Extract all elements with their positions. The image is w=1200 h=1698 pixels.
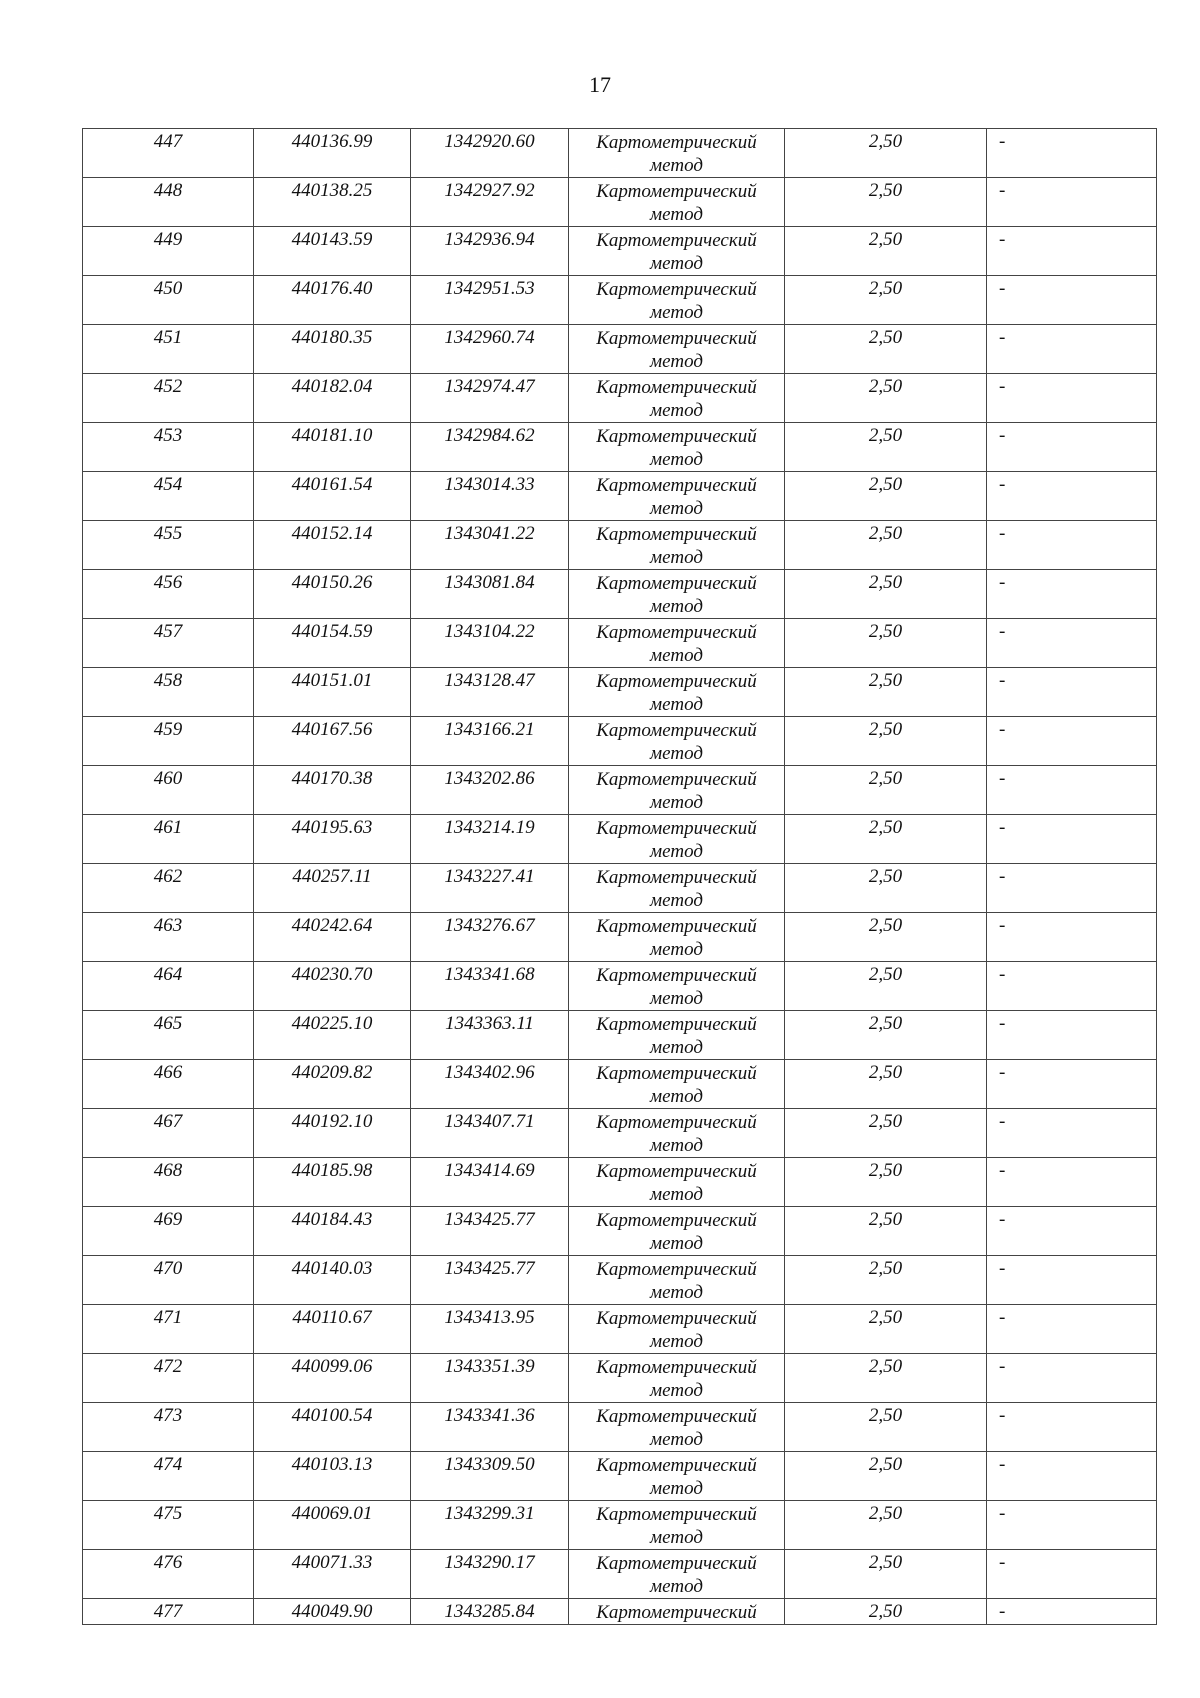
y-coordinate-cell: 1343414.69 xyxy=(411,1158,569,1207)
y-coordinate-cell: 1343309.50 xyxy=(411,1452,569,1501)
table-row xyxy=(83,374,1157,423)
table-row xyxy=(83,962,1157,1011)
x-coordinate-cell: 440257.11 xyxy=(254,864,411,913)
method-line-1: Картометрический xyxy=(596,1308,757,1329)
point-number-cell: 461 xyxy=(83,815,254,864)
accuracy-cell: 2,50 xyxy=(785,472,987,521)
note-cell: - xyxy=(987,1207,1157,1256)
table-row xyxy=(83,815,1157,864)
x-coordinate-cell: 440071.33 xyxy=(254,1550,411,1599)
method-line-1: Картометрический xyxy=(596,279,757,300)
x-coordinate-cell: 440110.67 xyxy=(254,1305,411,1354)
note-cell: - xyxy=(987,325,1157,374)
point-number-cell: 453 xyxy=(83,423,254,472)
method-line-1: Картометрический xyxy=(596,426,757,447)
point-number-cell: 468 xyxy=(83,1158,254,1207)
note-cell: - xyxy=(987,1599,1157,1625)
method-line-1: Картометрический xyxy=(596,1553,757,1574)
y-coordinate-cell: 1343227.41 xyxy=(411,864,569,913)
x-coordinate-cell: 440140.03 xyxy=(254,1256,411,1305)
table-row xyxy=(83,668,1157,717)
method-line-2: метод xyxy=(650,890,703,911)
point-number-cell: 459 xyxy=(83,717,254,766)
point-number-cell: 452 xyxy=(83,374,254,423)
x-coordinate-cell: 440225.10 xyxy=(254,1011,411,1060)
method-line-2: метод xyxy=(650,1576,703,1597)
method-cell xyxy=(569,1403,785,1452)
method-line-1: Картометрический xyxy=(596,1504,757,1525)
method-line-1: Картометрический xyxy=(596,181,757,202)
table-row xyxy=(83,325,1157,374)
accuracy-cell: 2,50 xyxy=(785,619,987,668)
method-line-2: метод xyxy=(650,743,703,764)
y-coordinate-cell: 1343413.95 xyxy=(411,1305,569,1354)
method-cell xyxy=(569,178,785,227)
point-number-cell: 470 xyxy=(83,1256,254,1305)
method-line-2: метод xyxy=(650,1233,703,1254)
table-row xyxy=(83,1403,1157,1452)
y-coordinate-cell: 1342951.53 xyxy=(411,276,569,325)
accuracy-cell: 2,50 xyxy=(785,1550,987,1599)
method-line-1: Картометрический xyxy=(596,230,757,251)
point-number-cell: 447 xyxy=(83,129,254,178)
method-line-1: Картометрический xyxy=(596,1063,757,1084)
method-line-2: метод xyxy=(650,1380,703,1401)
point-number-cell: 463 xyxy=(83,913,254,962)
accuracy-cell: 2,50 xyxy=(785,178,987,227)
coordinates-table-body xyxy=(83,129,1157,1625)
table-row xyxy=(83,276,1157,325)
table-row xyxy=(83,766,1157,815)
method-line-1: Картометрический xyxy=(596,1014,757,1035)
method-cell xyxy=(569,227,785,276)
method-line-1: Картометрический xyxy=(596,328,757,349)
y-coordinate-cell: 1342960.74 xyxy=(411,325,569,374)
point-number-cell: 454 xyxy=(83,472,254,521)
y-coordinate-cell: 1343425.77 xyxy=(411,1256,569,1305)
x-coordinate-cell: 440230.70 xyxy=(254,962,411,1011)
method-line-2: метод xyxy=(650,1527,703,1548)
y-coordinate-cell: 1342984.62 xyxy=(411,423,569,472)
note-cell: - xyxy=(987,1109,1157,1158)
method-cell xyxy=(569,1011,785,1060)
point-number-cell: 455 xyxy=(83,521,254,570)
y-coordinate-cell: 1342974.47 xyxy=(411,374,569,423)
note-cell: - xyxy=(987,129,1157,178)
method-line-2: метод xyxy=(650,1478,703,1499)
method-line-2: метод xyxy=(650,1184,703,1205)
table-row xyxy=(83,472,1157,521)
method-line-1: Картометрический xyxy=(596,377,757,398)
method-cell xyxy=(569,1501,785,1550)
accuracy-cell: 2,50 xyxy=(785,717,987,766)
note-cell: - xyxy=(987,423,1157,472)
x-coordinate-cell: 440138.25 xyxy=(254,178,411,227)
method-cell xyxy=(569,717,785,766)
table-row xyxy=(83,521,1157,570)
method-line-2: метод xyxy=(650,645,703,666)
accuracy-cell: 2,50 xyxy=(785,815,987,864)
point-number-cell: 450 xyxy=(83,276,254,325)
y-coordinate-cell: 1343363.11 xyxy=(411,1011,569,1060)
method-line-2: метод xyxy=(650,1086,703,1107)
note-cell: - xyxy=(987,668,1157,717)
table-row xyxy=(83,913,1157,962)
note-cell: - xyxy=(987,1354,1157,1403)
table-row xyxy=(83,227,1157,276)
x-coordinate-cell: 440167.56 xyxy=(254,717,411,766)
x-coordinate-cell: 440152.14 xyxy=(254,521,411,570)
y-coordinate-cell: 1343299.31 xyxy=(411,1501,569,1550)
accuracy-cell: 2,50 xyxy=(785,521,987,570)
point-number-cell: 477 xyxy=(83,1599,254,1625)
note-cell: - xyxy=(987,1256,1157,1305)
point-number-cell: 458 xyxy=(83,668,254,717)
method-cell xyxy=(569,1305,785,1354)
accuracy-cell: 2,50 xyxy=(785,962,987,1011)
table-row xyxy=(83,570,1157,619)
table-row xyxy=(83,1158,1157,1207)
note-cell: - xyxy=(987,472,1157,521)
x-coordinate-cell: 440181.10 xyxy=(254,423,411,472)
note-cell: - xyxy=(987,227,1157,276)
method-line-2: метод xyxy=(650,1037,703,1058)
table-row xyxy=(83,423,1157,472)
note-cell: - xyxy=(987,1452,1157,1501)
accuracy-cell: 2,50 xyxy=(785,276,987,325)
method-cell xyxy=(569,1060,785,1109)
note-cell: - xyxy=(987,619,1157,668)
accuracy-cell: 2,50 xyxy=(785,668,987,717)
point-number-cell: 475 xyxy=(83,1501,254,1550)
method-line-2: метод xyxy=(650,498,703,519)
method-line-2: метод xyxy=(650,841,703,862)
accuracy-cell: 2,50 xyxy=(785,1207,987,1256)
note-cell: - xyxy=(987,374,1157,423)
accuracy-cell: 2,50 xyxy=(785,1403,987,1452)
note-cell: - xyxy=(987,570,1157,619)
y-coordinate-cell: 1343425.77 xyxy=(411,1207,569,1256)
method-line-1: Картометрический xyxy=(596,524,757,545)
table-row xyxy=(83,1452,1157,1501)
method-line-2: метод xyxy=(650,204,703,225)
accuracy-cell: 2,50 xyxy=(785,1256,987,1305)
method-line-2: метод xyxy=(650,939,703,960)
method-cell xyxy=(569,276,785,325)
y-coordinate-cell: 1343341.36 xyxy=(411,1403,569,1452)
method-line-2: метод xyxy=(650,547,703,568)
method-cell xyxy=(569,1158,785,1207)
method-line-2: метод xyxy=(650,1135,703,1156)
accuracy-cell: 2,50 xyxy=(785,1305,987,1354)
point-number-cell: 464 xyxy=(83,962,254,1011)
table-row xyxy=(83,1501,1157,1550)
x-coordinate-cell: 440150.26 xyxy=(254,570,411,619)
method-line-2: метод xyxy=(650,302,703,323)
page-number: 17 xyxy=(589,72,611,97)
table-row xyxy=(83,1256,1157,1305)
method-line-2: метод xyxy=(650,351,703,372)
point-number-cell: 465 xyxy=(83,1011,254,1060)
x-coordinate-cell: 440170.38 xyxy=(254,766,411,815)
note-cell: - xyxy=(987,1060,1157,1109)
x-coordinate-cell: 440185.98 xyxy=(254,1158,411,1207)
table-row xyxy=(83,1354,1157,1403)
method-cell xyxy=(569,1452,785,1501)
point-number-cell: 448 xyxy=(83,178,254,227)
accuracy-cell: 2,50 xyxy=(785,129,987,178)
method-cell xyxy=(569,1599,785,1625)
x-coordinate-cell: 440242.64 xyxy=(254,913,411,962)
method-line-2: метод xyxy=(650,792,703,813)
table-row xyxy=(83,129,1157,178)
note-cell: - xyxy=(987,1550,1157,1599)
y-coordinate-cell: 1343128.47 xyxy=(411,668,569,717)
y-coordinate-cell: 1342936.94 xyxy=(411,227,569,276)
method-line-1: Картометрический xyxy=(596,475,757,496)
x-coordinate-cell: 440099.06 xyxy=(254,1354,411,1403)
x-coordinate-cell: 440049.90 xyxy=(254,1599,411,1625)
method-line-2: метод xyxy=(650,1331,703,1352)
note-cell: - xyxy=(987,1158,1157,1207)
method-line-1: Картометрический xyxy=(596,818,757,839)
x-coordinate-cell: 440192.10 xyxy=(254,1109,411,1158)
method-cell xyxy=(569,472,785,521)
y-coordinate-cell: 1343041.22 xyxy=(411,521,569,570)
method-line-1: Картометрический xyxy=(596,965,757,986)
accuracy-cell: 2,50 xyxy=(785,570,987,619)
y-coordinate-cell: 1343214.19 xyxy=(411,815,569,864)
x-coordinate-cell: 440136.99 xyxy=(254,129,411,178)
y-coordinate-cell: 1343014.33 xyxy=(411,472,569,521)
table-row xyxy=(83,619,1157,668)
accuracy-cell: 2,50 xyxy=(785,325,987,374)
accuracy-cell: 2,50 xyxy=(785,1158,987,1207)
method-line-1: Картометрический xyxy=(596,1112,757,1133)
method-line-2: метод xyxy=(650,1282,703,1303)
note-cell: - xyxy=(987,1305,1157,1354)
x-coordinate-cell: 440209.82 xyxy=(254,1060,411,1109)
x-coordinate-cell: 440182.04 xyxy=(254,374,411,423)
method-line-1: Картометрический xyxy=(596,867,757,888)
y-coordinate-cell: 1343402.96 xyxy=(411,1060,569,1109)
method-line-1: Картометрический xyxy=(596,1210,757,1231)
accuracy-cell: 2,50 xyxy=(785,913,987,962)
table-row xyxy=(83,178,1157,227)
y-coordinate-cell: 1343166.21 xyxy=(411,717,569,766)
y-coordinate-cell: 1343276.67 xyxy=(411,913,569,962)
method-cell xyxy=(569,1550,785,1599)
x-coordinate-cell: 440103.13 xyxy=(254,1452,411,1501)
point-number-cell: 473 xyxy=(83,1403,254,1452)
method-line-2: метод xyxy=(650,253,703,274)
method-line-1: Картометрический xyxy=(596,1259,757,1280)
table-row xyxy=(83,1599,1157,1625)
x-coordinate-cell: 440195.63 xyxy=(254,815,411,864)
point-number-cell: 456 xyxy=(83,570,254,619)
point-number-cell: 471 xyxy=(83,1305,254,1354)
method-line-1: Картометрический xyxy=(596,1406,757,1427)
method-line-2: метод xyxy=(650,694,703,715)
x-coordinate-cell: 440180.35 xyxy=(254,325,411,374)
method-line-1: Картометрический xyxy=(596,573,757,594)
method-line-1: Картометрический xyxy=(596,720,757,741)
point-number-cell: 474 xyxy=(83,1452,254,1501)
method-cell xyxy=(569,766,785,815)
method-line-2: метод xyxy=(650,449,703,470)
method-line-1: Картометрический xyxy=(596,132,757,153)
method-line-2: метод xyxy=(650,155,703,176)
y-coordinate-cell: 1343341.68 xyxy=(411,962,569,1011)
accuracy-cell: 2,50 xyxy=(785,864,987,913)
y-coordinate-cell: 1343285.84 xyxy=(411,1599,569,1625)
note-cell: - xyxy=(987,962,1157,1011)
table-row xyxy=(83,1011,1157,1060)
method-cell xyxy=(569,129,785,178)
point-number-cell: 457 xyxy=(83,619,254,668)
point-number-cell: 469 xyxy=(83,1207,254,1256)
method-line-1: Картометрический xyxy=(596,769,757,790)
method-line-1: Картометрический xyxy=(596,671,757,692)
y-coordinate-cell: 1343351.39 xyxy=(411,1354,569,1403)
method-cell xyxy=(569,864,785,913)
accuracy-cell: 2,50 xyxy=(785,374,987,423)
method-cell xyxy=(569,962,785,1011)
accuracy-cell: 2,50 xyxy=(785,1109,987,1158)
method-line-2: метод xyxy=(650,596,703,617)
accuracy-cell: 2,50 xyxy=(785,227,987,276)
note-cell: - xyxy=(987,1501,1157,1550)
method-cell xyxy=(569,1256,785,1305)
accuracy-cell: 2,50 xyxy=(785,1599,987,1625)
method-cell xyxy=(569,1207,785,1256)
note-cell: - xyxy=(987,521,1157,570)
method-cell xyxy=(569,1354,785,1403)
x-coordinate-cell: 440176.40 xyxy=(254,276,411,325)
table-row xyxy=(83,1109,1157,1158)
point-number-cell: 451 xyxy=(83,325,254,374)
method-cell xyxy=(569,913,785,962)
point-number-cell: 476 xyxy=(83,1550,254,1599)
x-coordinate-cell: 440151.01 xyxy=(254,668,411,717)
x-coordinate-cell: 440161.54 xyxy=(254,472,411,521)
note-cell: - xyxy=(987,1403,1157,1452)
method-cell xyxy=(569,1109,785,1158)
y-coordinate-cell: 1342920.60 xyxy=(411,129,569,178)
table-row xyxy=(83,1305,1157,1354)
point-number-cell: 472 xyxy=(83,1354,254,1403)
x-coordinate-cell: 440100.54 xyxy=(254,1403,411,1452)
coordinates-table xyxy=(82,128,1157,1625)
method-line-1: Картометрический xyxy=(596,916,757,937)
accuracy-cell: 2,50 xyxy=(785,423,987,472)
note-cell: - xyxy=(987,913,1157,962)
table-row xyxy=(83,864,1157,913)
accuracy-cell: 2,50 xyxy=(785,1501,987,1550)
method-line-2: метод xyxy=(650,400,703,421)
accuracy-cell: 2,50 xyxy=(785,1060,987,1109)
y-coordinate-cell: 1343081.84 xyxy=(411,570,569,619)
note-cell: - xyxy=(987,717,1157,766)
note-cell: - xyxy=(987,276,1157,325)
method-line-2: метод xyxy=(650,1429,703,1450)
note-cell: - xyxy=(987,815,1157,864)
note-cell: - xyxy=(987,766,1157,815)
x-coordinate-cell: 440069.01 xyxy=(254,1501,411,1550)
method-cell xyxy=(569,619,785,668)
point-number-cell: 449 xyxy=(83,227,254,276)
method-cell xyxy=(569,815,785,864)
accuracy-cell: 2,50 xyxy=(785,766,987,815)
method-cell xyxy=(569,374,785,423)
method-cell xyxy=(569,570,785,619)
y-coordinate-cell: 1343202.86 xyxy=(411,766,569,815)
y-coordinate-cell: 1343290.17 xyxy=(411,1550,569,1599)
accuracy-cell: 2,50 xyxy=(785,1452,987,1501)
point-number-cell: 460 xyxy=(83,766,254,815)
table-row xyxy=(83,1060,1157,1109)
x-coordinate-cell: 440154.59 xyxy=(254,619,411,668)
y-coordinate-cell: 1343407.71 xyxy=(411,1109,569,1158)
method-cell xyxy=(569,423,785,472)
y-coordinate-cell: 1343104.22 xyxy=(411,619,569,668)
table-row xyxy=(83,1207,1157,1256)
method-line-2: метод xyxy=(650,988,703,1009)
method-line-1: Картометрический xyxy=(596,1602,757,1623)
method-line-1: Картометрический xyxy=(596,622,757,643)
point-number-cell: 462 xyxy=(83,864,254,913)
method-line-1: Картометрический xyxy=(596,1455,757,1476)
accuracy-cell: 2,50 xyxy=(785,1354,987,1403)
point-number-cell: 467 xyxy=(83,1109,254,1158)
y-coordinate-cell: 1342927.92 xyxy=(411,178,569,227)
table-row xyxy=(83,1550,1157,1599)
method-cell xyxy=(569,668,785,717)
table-row xyxy=(83,717,1157,766)
method-line-1: Картометрический xyxy=(596,1161,757,1182)
method-line-1: Картометрический xyxy=(596,1357,757,1378)
note-cell: - xyxy=(987,1011,1157,1060)
note-cell: - xyxy=(987,864,1157,913)
note-cell: - xyxy=(987,178,1157,227)
method-cell xyxy=(569,325,785,374)
accuracy-cell: 2,50 xyxy=(785,1011,987,1060)
x-coordinate-cell: 440184.43 xyxy=(254,1207,411,1256)
method-cell xyxy=(569,521,785,570)
x-coordinate-cell: 440143.59 xyxy=(254,227,411,276)
point-number-cell: 466 xyxy=(83,1060,254,1109)
